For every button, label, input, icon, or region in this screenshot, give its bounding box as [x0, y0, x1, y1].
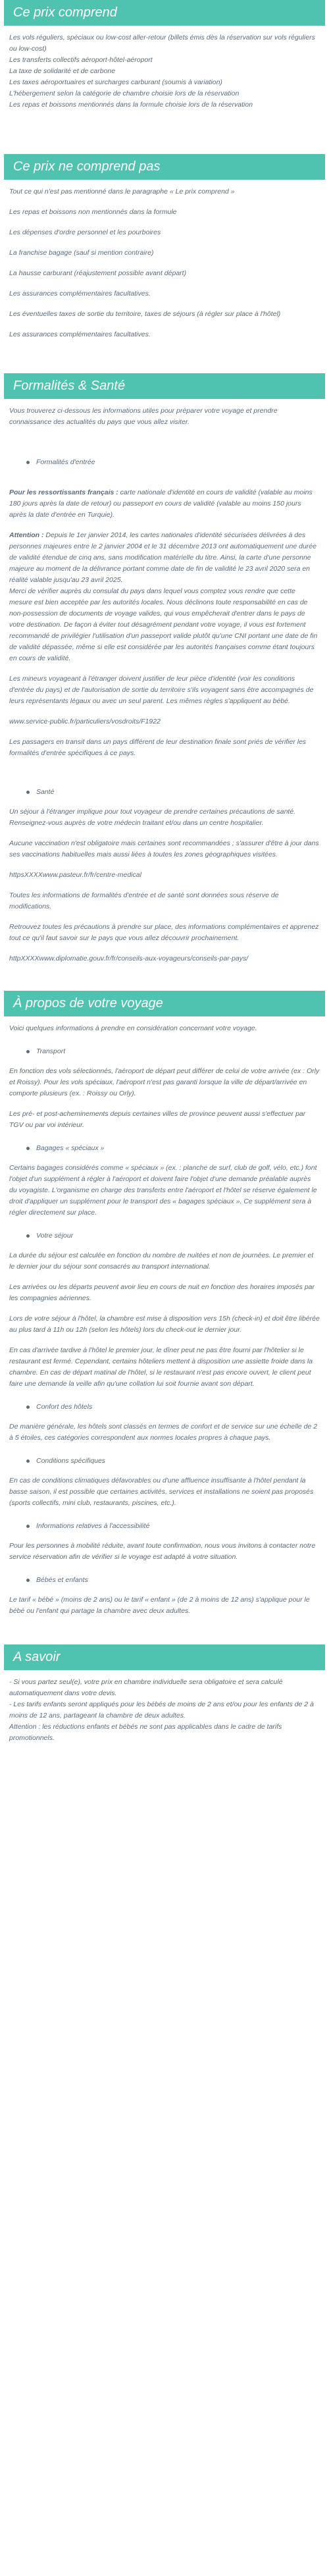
minors-text: Les mineurs voyageant à l'étranger doivent justifier de leur pièce d'identité (voir les conditions d'entrée du pays) et de l'autorisation de sortie du territoire s'ils voyagent sans être accompagnés de leurs représentants légaux ou avec un seul parent. Les mêmes règles s'appliquent au bébé. [9, 675, 314, 705]
bullet-accessibility [26, 1522, 320, 1530]
french-nationals-label: Pour les ressortissants français : [9, 488, 118, 496]
link-service-public[interactable]: www.service-public.fr/particuliers/vosdroits/F1922 [9, 718, 161, 725]
accessibility-text: Pour les personnes à mobilité réduite, avant toute confirmation, nous vous invitons à contacter notre service réservation afin de vérifier si le voyage est adapté à votre situation. [9, 1542, 316, 1561]
bullet-stay-label: Votre séjour [36, 1232, 74, 1240]
babies-text: Le tarif « bébé » (moins de 2 ans) ou le tarif « enfant » (de 2 à moins de 12 ans) s'applique pour le bébé ou l'enfant qui partage la chambre avec deux adultes. [9, 1596, 310, 1615]
about-intro: Voici quelques informations à prendre en considération concernant votre voyage. [9, 1024, 257, 1032]
included-line: La taxe de solidarité et de carbone [9, 67, 116, 75]
bullet-transport [26, 1047, 320, 1055]
luggage-text: Certains bagages considérés comme « spéciaux » (ex. : planche de surf, club de golf, vélo, etc.) font l'objet d'un supplément à régler à l'aéroport et doivent faire l'objet d'une demande préalable auprès du voyagiste. L'organisme en charge des transferts entre l'aéroport et l'hôtel se réserve également le droit d'appliquer un supplément pour le transport des « bagages spéciaux ». Ce supplément sera à régler directement sur place. [9, 1164, 317, 1217]
attention-label: Attention : [9, 531, 44, 539]
bullet-luggage-label: Bagages « spéciaux » [36, 1144, 105, 1152]
checkin-text: Lors de votre séjour à l'hôtel, la chambre est mise à disposition vers 15h (check-in) et doit être libérée au plus tard à 11h ou 12h (selon les hôtels) lors du check-out le dernier jour. [9, 1315, 320, 1334]
included-line: Les transferts collectifs aéroport-hôtel-aéroport [9, 56, 153, 64]
bullet-dot [26, 1050, 30, 1053]
excluded-item: Les dépenses d'ordre personnel et les pourboires [9, 228, 161, 236]
bullet-entry [26, 458, 320, 466]
bullet-dot [26, 1579, 30, 1582]
preroutes-text: Les pré- et post-acheminements depuis certaines villes de province peuvent aussi s'effectuer par TGV ou par voi intérieur. [9, 1110, 306, 1129]
french-nationals-body: carte nationale d'identité en cours de validité (valable au moins 180 jours après la date de retour) ou passeport en cours de validité (valable au moins 150 jours après la date d'entrée en Turquie). [9, 488, 313, 519]
know-line: - Les tarifs enfants seront appliqués pour les bébés de moins de 2 ans et/ou pour les enfants de 2 à moins de 12 ans, partageant la chambre de deux adultes. [9, 1700, 314, 1720]
about-content [4, 1016, 325, 1631]
bullet-comfort [26, 1403, 320, 1411]
bullet-comfort-label: Confort des hôtels [36, 1403, 93, 1411]
stay-text: La durée du séjour est calculée en fonction du nombre de nuitées et non de journées. Le premier et le dernier jour du séjour sont consacrés au transport international. [9, 1251, 314, 1271]
included-line: L'hébergement selon la catégorie de chambre choisie lors de la réservation [9, 90, 240, 97]
bullet-dot [26, 791, 30, 794]
excluded-item: Les assurances complémentaires facultatives. [9, 330, 151, 338]
excluded-item: Les repas et boissons non mentionnés dans la formule [9, 208, 177, 216]
bullet-babies [26, 1576, 320, 1584]
health-text: Un séjour à l'étranger implique pour tout voyageur de prendre certaines précautions de santé. Renseignez-vous auprès de votre médecin traitant et/ou dans un centre hospitalier. [9, 808, 296, 827]
french-nationals-text [9, 487, 320, 521]
excluded-item: Tout ce qui n'est pas mentionné dans le paragraphe « Le prix comprend » [9, 188, 235, 196]
included-line: Les taxes aéroportuaires et surcharges carburant (soumis à variation) [9, 78, 222, 86]
bullet-conditions-label: Conditions spécifiques [36, 1457, 106, 1465]
attention-text [9, 530, 320, 586]
arrivals-text: Les arrivées ou les départs peuvent avoir lieu en cours de nuit en fonction des horaires imposés par les compagnies aériennes. [9, 1283, 315, 1302]
bullet-dot [26, 1147, 30, 1150]
bullet-entry-label: Formalités d'entrée [36, 458, 95, 466]
section-title-excluded: Ce prix ne comprend pas [4, 154, 325, 180]
excluded-item: Les assurances complémentaires facultatives. [9, 290, 151, 298]
bullet-dot [26, 1234, 30, 1238]
bullet-stay [26, 1232, 320, 1240]
bullet-dot [26, 461, 30, 464]
excluded-item: La franchise bagage (sauf si mention contraire) [9, 249, 154, 257]
know-line: Attention : les réductions enfants et bébés ne sont pas applicables dans le cadre de tarifs promotionnels. [9, 1723, 282, 1742]
bullet-luggage [26, 1144, 320, 1152]
know-content [4, 1670, 325, 1749]
excluded-content [4, 180, 325, 355]
bullet-accessibility-label: Informations relatives à l'accessibilité [36, 1522, 150, 1530]
ministry-text: Merci de vérifier auprès du consulat du pays dans lequel vous comptez vous rendre que cette mesure est bien acceptée par les autorités locales. Nous déclinons toute responsabilité en cas de non-possession de documents de voyage valides, qui vous empêcherait d'entrer dans le pays de votre destination. De façon à éviter tout désagrément pendant votre voyage, il vous est fortement recommandé de privilégier l'utilisation d'un passeport valide plutôt qu'une CNI portant une date de fin de validité dépassée, même si elle est considérée par les autorités françaises comme étant toujours en cours de validité. [9, 587, 318, 662]
conditions-text: En cas de conditions climatiques défavorables ou d'une affluence insuffisante à l'hôtel pendant la basse saison, il est possible que certaines activités, services et installations ne soient pas proposés (sports collectifs, mini club, restaurants, piscines, etc.). [9, 1477, 314, 1507]
section-title-included: Ce prix comprend [4, 0, 325, 26]
included-content [4, 26, 325, 116]
late-arrival-text: En cas d'arrivée tardive à l'hôtel le premier jour, le dîner peut ne pas être fourni par l'hôtelier si le restaurant est fermé. Cependant, certains hôteliers mettent à disposition une assiette froide dans la chambre. En cas de départ matinal de l'hôtel, si le restaurant n'est pas encore ouvert, le client peut faire une demande la veille afin qu'une collation lui soit fournie avant son départ. [9, 1346, 313, 1388]
excluded-item: Les éventuelles taxes de sortie du territoire, taxes de séjours (à régler sur place à l'hôtel) [9, 310, 281, 318]
bullet-babies-label: Bébés et enfants [36, 1576, 88, 1584]
section-title-about: À propos de votre voyage [4, 991, 325, 1016]
included-line: Les repas et boissons mentionnés dans la formule choisie lors de la réservation [9, 101, 253, 109]
section-title-formalities: Formalités & Santé [4, 373, 325, 399]
link-diplomatie[interactable]: httpXXXXwww.diplomatie.gouv.fr/fr/conseils-aux-voyageurs/conseils-par-pays/ [9, 955, 249, 962]
formalities-content [4, 399, 325, 979]
bullet-dot [26, 1459, 30, 1463]
excluded-item: La hausse carburant (réajustement possible avant départ) [9, 269, 187, 277]
retrieve-text: Retrouvez toutes les précautions à prendre sur place, des informations complémentaires et apprenez tout ce qu'il faut savoir sur le pays que vous allez découvrir prochainement. [9, 923, 319, 942]
know-line: - Si vous partez seul(e), votre prix en chambre individuelle sera obligatoire et sera calculé automatiquement dans votre devis. [9, 1678, 283, 1697]
attention-body: Depuis le 1er janvier 2014, les cartes nationales d'identité sécurisées délivrées à des personnes majeures entre le 2 janvier 2004 et le 31 décembre 2013 ont automatiquement une durée de validité étendue de cinq ans, sans modification matérielle du titre. Ainsi, la carte d'une personne majeure au moment de la délivrance portant comme date de fin de validité le 23 avril 2020 sera en réalité valable jusqu'au 23 avril 2025. [9, 531, 316, 584]
bullet-health-label: Santé [36, 788, 55, 796]
bullet-transport-label: Transport [36, 1047, 66, 1055]
included-line: Les vols réguliers, spéciaux ou low-cost aller-retour (billets émis dès la réservation sur vols réguliers ou low-cost) [9, 34, 315, 53]
formalities-intro: Vous trouverez ci-dessous les informations utiles pour préparer votre voyage et prendre connaissance des actualités du pays que vous allez visiter. [9, 407, 278, 426]
bullet-dot [26, 1525, 30, 1528]
section-title-know: A savoir [4, 1644, 325, 1670]
bullet-health [26, 788, 320, 796]
changes-text: Toutes les informations de formalités d'entrée et de santé sont données sous réserve de modifications. [9, 891, 279, 910]
link-pasteur[interactable]: httpsXXXXwww.pasteur.fr/fr/centre-medical [9, 871, 141, 879]
vaccine-text: Aucune vaccination n'est obligatoire mais certaines sont recommandées ; s'assurer d'être à jour dans ses vaccinations habituelles mais aussi liées à toutes les zones géographiques visitées. [9, 839, 319, 858]
transit-text: Les passagers en transit dans un pays différent de leur destination finale sont priés de vérifier les formalités d'entrée spécifiques à ce pays. [9, 738, 307, 757]
comfort-text: De manière générale, les hôtels sont classés en termes de confort et de service sur une échelle de 2 à 5 étoiles, ces catégories correspondent aux normes locales propres à chaque pays. [9, 1423, 318, 1442]
bullet-dot [26, 1406, 30, 1409]
transport-text: En fonction des vols sélectionnés, l'aéroport de départ peut différer de celui de votre arrivée (ex : Orly et Roissy). Pour les vols spéciaux, l'aéroport n'est pas garanti lorsque la ville de départ/arrivée en comporte plusieurs (ex. : Roissy ou Orly). [9, 1067, 320, 1097]
bullet-conditions [26, 1457, 320, 1465]
